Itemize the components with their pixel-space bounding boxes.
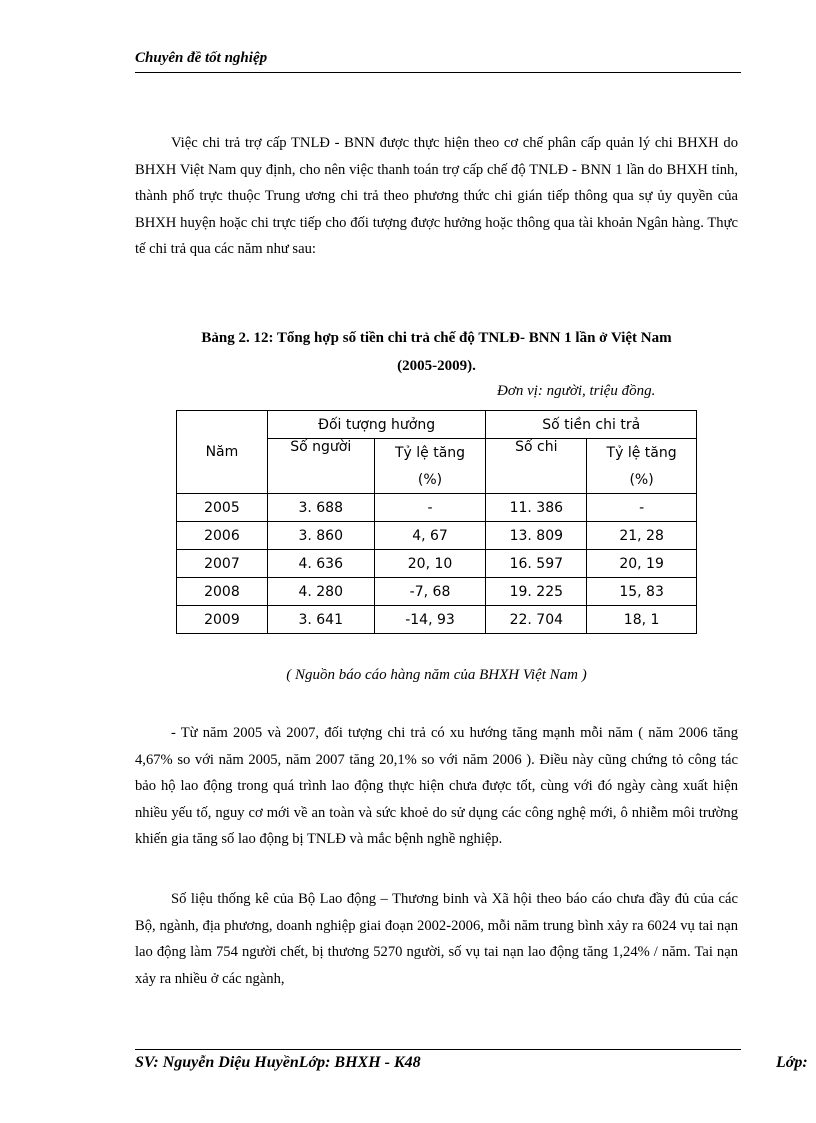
- cell-amount: 11. 386: [486, 494, 587, 522]
- header-rate-amount-unit: (%): [587, 466, 697, 494]
- cell-amount: 13. 809: [486, 522, 587, 550]
- table-row: [177, 550, 697, 578]
- header-year: Năm: [177, 411, 268, 494]
- paragraph-intro: Việc chi trả trợ cấp TNLĐ - BNN được thực hiện theo cơ chế phân cấp quản lý chi BHXH do BHXH Việt Nam quy định, cho nên việc thanh toán trợ cấp chế độ TNLĐ - BNN 1 lần do BHXH tỉnh, thành phố trực thuộc Trung ương chi trả theo phương thức chi gián tiếp thông qua sự ủy quyền của BHXH huyện hoặc chi trực tiếp cho đối tượng được hưởng hoặc thông qua tài khoản Ngân hàng. Thực tế chi trả qua các năm như sau:: [135, 135, 738, 257]
- table-row: [177, 578, 697, 606]
- cell-year: 2006: [177, 522, 268, 550]
- cell-rate-people: 4, 67: [374, 522, 486, 550]
- cell-rate-people: 20, 10: [374, 550, 486, 578]
- table-row: [177, 606, 697, 634]
- cell-rate-amount: -: [587, 494, 697, 522]
- cell-amount: 16. 597: [486, 550, 587, 578]
- cell-people: 4. 280: [267, 578, 374, 606]
- header-rate-people-unit: (%): [374, 466, 486, 494]
- unit-note: Đơn vị: người, triệu đồng.: [497, 383, 656, 399]
- cell-people: 4. 636: [267, 550, 374, 578]
- cell-amount: 19. 225: [486, 578, 587, 606]
- cell-year: 2008: [177, 578, 268, 606]
- footer-class: Lớp:: [776, 1054, 808, 1071]
- table-caption: [135, 324, 738, 380]
- header-rate-amount: Tỷ lệ tăng: [587, 439, 697, 467]
- table-row: [177, 522, 697, 550]
- cell-rate-amount: 21, 28: [587, 522, 697, 550]
- payment-table: [176, 410, 697, 634]
- cell-rate-amount: 18, 1: [587, 606, 697, 634]
- cell-year: 2005: [177, 494, 268, 522]
- table-source: ( Nguồn báo cáo hàng năm của BHXH Việt Nam ): [286, 667, 587, 683]
- running-header: Chuyên đề tốt nghiệp: [135, 50, 268, 66]
- table-row: [177, 494, 697, 522]
- table-caption-line-2: (2005-2009).: [397, 358, 476, 374]
- cell-people: 3. 641: [267, 606, 374, 634]
- cell-rate-amount: 20, 19: [587, 550, 697, 578]
- cell-rate-people: -7, 68: [374, 578, 486, 606]
- paragraph-statistics: Số liệu thống kê của Bộ Lao động – Thương binh và Xã hội theo báo cáo chưa đầy đủ của các Bộ, ngành, địa phương, doanh nghiệp giai đoạn 2002-2006, mỗi năm trung bình xảy ra 6024 vụ tai nạn lao động làm 754 người chết, bị thương 5270 người, số vụ tai nạn lao động tăng 1,24% / năm. Tai nạn xảy ra nhiều ở các ngành,: [135, 891, 738, 987]
- cell-rate-people: -: [374, 494, 486, 522]
- footer-rule: [135, 1049, 741, 1050]
- header-amount: Số chi: [486, 439, 587, 494]
- header-group-payments: Số tiền chi trả: [486, 411, 697, 439]
- header-group-beneficiaries: Đối tượng hưởng: [267, 411, 486, 439]
- header-rate-people: Tỷ lệ tăng: [374, 439, 486, 467]
- paragraph-trend: - Từ năm 2005 và 2007, đối tượng chi trả có xu hướng tăng mạnh mỗi năm ( năm 2006 tăng 4,67% so với năm 2005, năm 2007 tăng 20,1% so với năm 2006 ). Điều này cũng chứng tỏ công tác bảo hộ lao động trong quá trình lao động thực hiện chưa được tốt, cùng với đó ngày càng xuất hiện nhiều yếu tố, nguy cơ mới về an toàn và sức khoẻ do sử dụng các công nghệ mới, ô nhiễm môi trường khiến gia tăng số lao động bị TNLĐ và mắc bệnh nghề nghiệp.: [135, 725, 738, 847]
- header-people: Số người: [267, 439, 374, 494]
- cell-people: 3. 688: [267, 494, 374, 522]
- cell-rate-amount: 15, 83: [587, 578, 697, 606]
- footer-student: SV: Nguyễn Diệu HuyềnLớp: BHXH - K48: [135, 1054, 421, 1071]
- cell-year: 2007: [177, 550, 268, 578]
- table-caption-line-1: Bảng 2. 12: Tổng hợp số tiền chi trả chế độ TNLĐ- BNN 1 lần ở Việt Nam: [201, 330, 672, 346]
- cell-rate-people: -14, 93: [374, 606, 486, 634]
- header-rule: [135, 72, 741, 73]
- cell-year: 2009: [177, 606, 268, 634]
- cell-amount: 22. 704: [486, 606, 587, 634]
- cell-people: 3. 860: [267, 522, 374, 550]
